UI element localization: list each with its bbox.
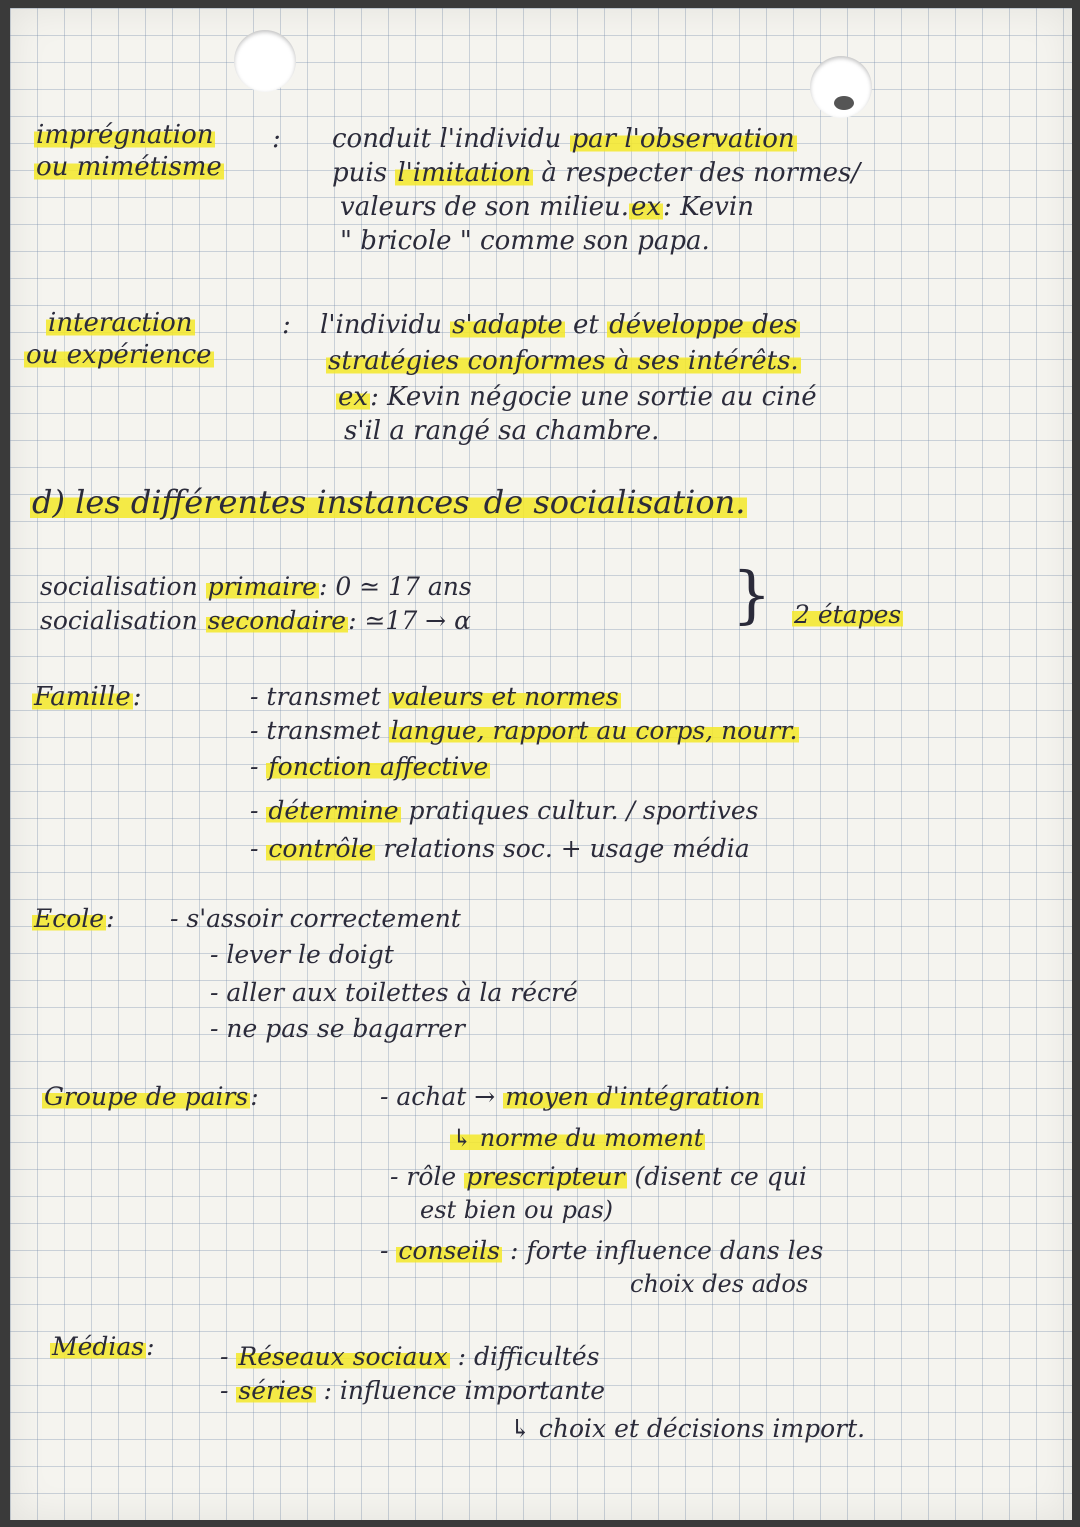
stage-primary: socialisation primaire: 0 ≃ 17 ans: [40, 572, 472, 601]
section-heading: d) les différentes instances de socialisation.: [32, 483, 746, 521]
definition-line: valeurs de son milieu.ex: Kevin: [340, 192, 754, 222]
definition-line: l'individu s'adapte et développe des: [320, 310, 798, 340]
definition-line: stratégies conformes à ses intérêts.: [328, 346, 799, 376]
list-item: - conseils : forte influence dans les: [380, 1236, 824, 1265]
term-line: ou expérience: [26, 340, 212, 370]
list-item: - lever le doigt: [210, 940, 394, 969]
definition-line: s'il a rangé sa chambre.: [344, 416, 660, 446]
binder-hole: [810, 56, 872, 118]
colon: :: [272, 124, 281, 154]
list-item: - contrôle relations soc. + usage média: [250, 834, 750, 863]
instance-label: Famille:: [34, 682, 142, 712]
curly-brace: }: [732, 558, 772, 631]
list-item: - fonction affective: [250, 752, 489, 781]
binder-hole: [234, 30, 296, 92]
instance-label: Ecole:: [34, 904, 115, 933]
list-subitem: ↳ choix et décisions import.: [510, 1414, 866, 1443]
list-item: - détermine pratiques cultur. / sportives: [250, 796, 759, 825]
stages-label: 2 étapes: [794, 600, 902, 629]
stage-secondary: socialisation secondaire: ≃17 → α: [40, 606, 471, 635]
list-item: - aller aux toilettes à la récré: [210, 978, 578, 1007]
list-item: - achat → moyen d'intégration: [380, 1082, 761, 1111]
notebook-page: [10, 8, 1072, 1520]
definition-line: " bricole " comme son papa.: [340, 226, 710, 256]
definition-line: conduit l'individu par l'observation: [332, 124, 795, 154]
list-item-continuation: choix des ados: [630, 1270, 809, 1298]
definition-line: ex: Kevin négocie une sortie au ciné: [338, 382, 817, 412]
instance-label: Médias:: [52, 1332, 155, 1361]
term-line: ou mimétisme: [36, 152, 222, 182]
list-item: - s'assoir correctement: [170, 904, 461, 933]
list-item: - séries : influence importante: [220, 1376, 606, 1405]
list-item-continuation: est bien ou pas): [420, 1196, 614, 1224]
instance-label: Groupe de pairs:: [44, 1082, 259, 1111]
colon: :: [282, 310, 291, 340]
list-subitem: ↳ norme du moment: [452, 1124, 704, 1152]
list-item: - Réseaux sociaux : difficultés: [220, 1342, 600, 1371]
term-line: interaction: [48, 308, 193, 338]
term-line: imprégnation: [36, 120, 214, 150]
list-item: - ne pas se bagarrer: [210, 1014, 465, 1043]
definition-line: puis l'imitation à respecter des normes/: [332, 158, 861, 188]
list-item: - transmet langue, rapport au corps, nourr.: [250, 716, 798, 745]
list-item: - rôle prescripteur (disent ce qui: [390, 1162, 807, 1191]
list-item: - transmet valeurs et normes: [250, 682, 619, 711]
